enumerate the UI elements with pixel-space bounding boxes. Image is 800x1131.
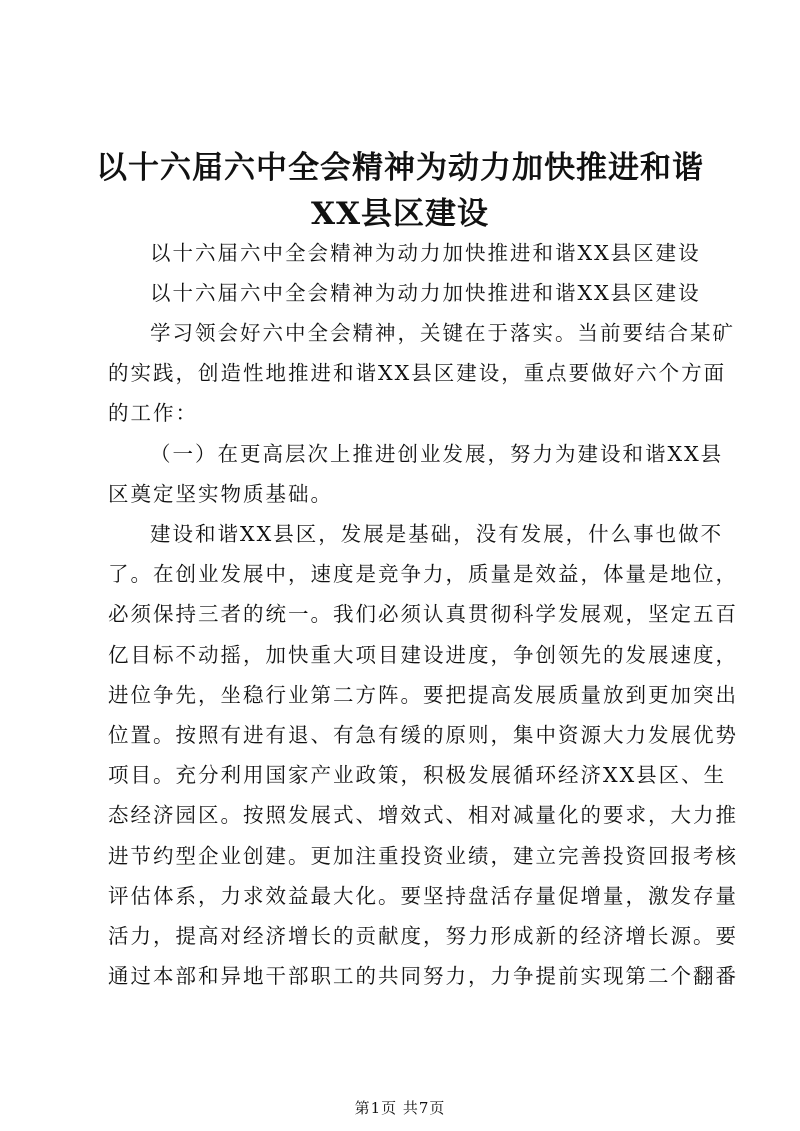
text-line: 位置。按照有进有退、有急有缓的原则，集中资源大力发展优势 xyxy=(108,723,738,747)
text-line: 项目。充分利用国家产业政策，积极发展循环经济XX县区、生 xyxy=(108,763,727,787)
text-line: 通过本部和异地干部职工的共同努力，力争提前实现第二个翻番 xyxy=(108,964,738,988)
page-number-footer: 第1页 共7页 xyxy=(354,1099,446,1117)
text-line: 学习领会好六中全会精神，关键在于落实。当前要结合某矿 xyxy=(150,321,735,345)
text-line: 进节约型企业创建。更加注重投资业绩，建立完善投资回报考核 xyxy=(108,844,738,868)
document-title-line-1: 以十六届六中全会精神为动力加快推进和谐 xyxy=(96,150,704,186)
text-line: 以十六届六中全会精神为动力加快推进和谐XX县区建设 xyxy=(150,241,701,265)
text-line: 活力，提高对经济增长的贡献度，努力形成新的经济增长源。要 xyxy=(108,924,738,948)
text-line: 了。在创业发展中，速度是竞争力，质量是效益，体量是地位， xyxy=(108,562,738,586)
text-line: 建设和谐XX县区，发展是基础，没有发展，什么事也做不 xyxy=(150,522,724,546)
text-line: 的实践，创造性地推进和谐XX县区建设，重点要做好六个方面 xyxy=(108,361,727,385)
text-line: 进位争先，坐稳行业第二方阵。要把提高发展质量放到更加突出 xyxy=(108,683,738,707)
text-line: 区奠定坚实物质基础。 xyxy=(108,482,333,506)
text-line: 以十六届六中全会精神为动力加快推进和谐XX县区建设 xyxy=(150,281,701,305)
text-line: （一）在更高层次上推进创业发展，努力为建设和谐XX县 xyxy=(150,442,724,466)
text-line: 必须保持三者的统一。我们必须认真贯彻科学发展观，坚定五百 xyxy=(108,602,738,626)
text-line: 评估体系，力求效益最大化。要坚持盘活存量促增量，激发存量 xyxy=(108,884,738,908)
text-line: 态经济园区。按照发展式、增效式、相对减量化的要求，大力推 xyxy=(108,803,738,827)
text-line: 的工作： xyxy=(108,401,198,425)
text-line: 亿目标不动摇，加快重大项目建设进度，争创领先的发展速度， xyxy=(108,643,738,667)
document-title-line-2: XX县区建设 xyxy=(310,196,490,232)
